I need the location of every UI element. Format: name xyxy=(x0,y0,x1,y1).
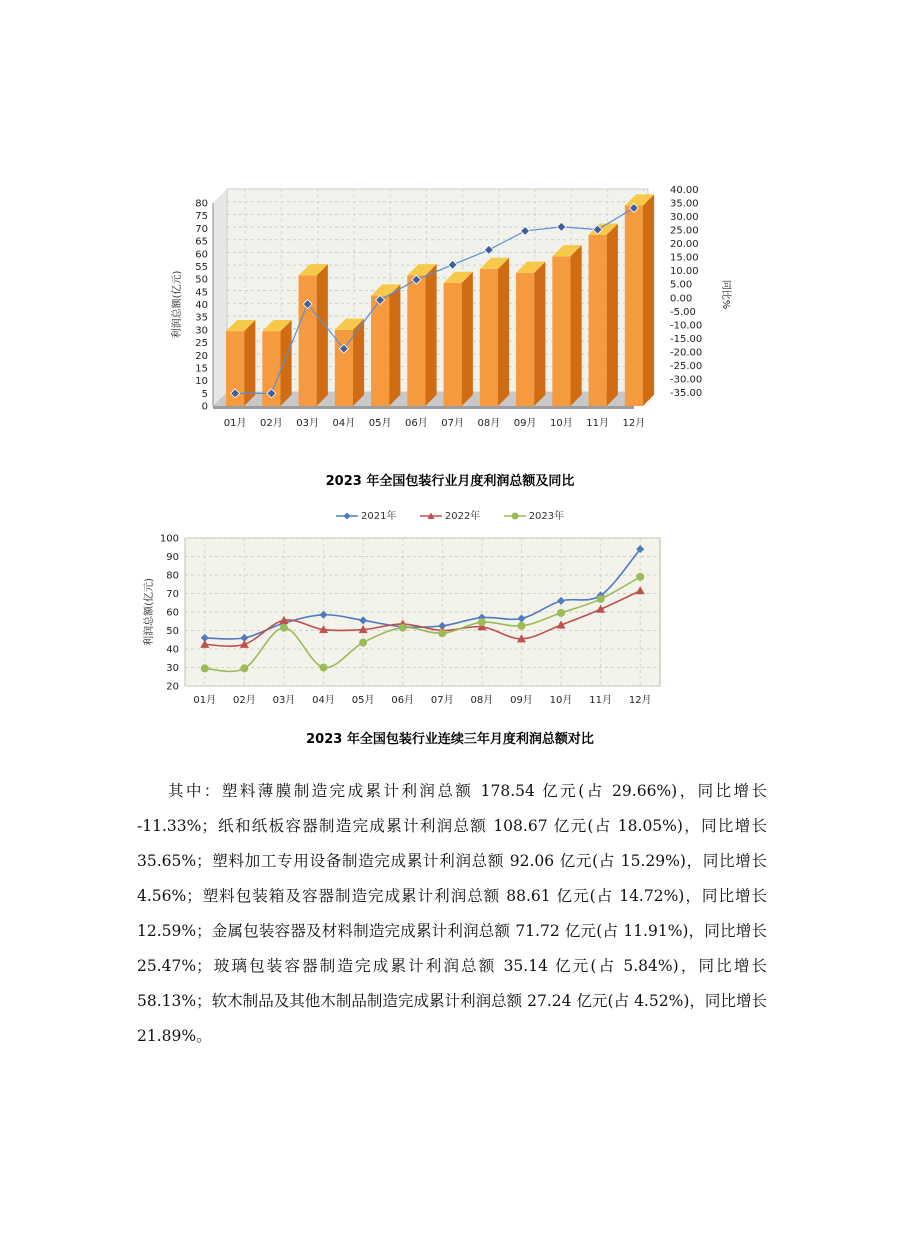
x-tick-label: 06月 xyxy=(391,695,415,706)
y-axis-title: 利润总额(亿元) xyxy=(172,270,183,339)
legend-label-2021: 2021年 xyxy=(361,511,397,522)
body-paragraph: 其中：塑料薄膜制造完成累计利润总额 178.54 亿元(占 29.66%)，同比增长 -11.33%；纸和纸板容器制造完成累计利润总额 108.67 亿元(占 18.05%)，同比增长 35.65%；塑料加工专用设备制造完成累计利润总额 92.06 亿元(占 15.29%)，同比增长 4.56%；塑料包装箱及容器制造完成累计利润总额 88.61 亿元(占 14.72%)，同比增长 12.59%；金属包装容器及材料制造完成累计利润总额 71.72 亿元(占 11.91%)，同比增长 25.47%；玻璃包装容器制造完成累计利润总额 35.14 亿元(占 5.84%)，同比增长 58.13%；软木制品及其他木制品制造完成累计利润总额 27.24 亿元(占 4.52%)，同比增长 21.89%。 xyxy=(137,782,767,1045)
chart2-caption: 2023 年全国包装行业连续三年月度利润总额对比 xyxy=(306,732,594,747)
y2-tick-label: 25.00 xyxy=(670,225,699,237)
y-tick-label: 70 xyxy=(195,223,208,235)
y-tick-label: 55 xyxy=(195,261,208,273)
y-tick-label: 80 xyxy=(195,198,208,210)
y2-tick-label: -35.00 xyxy=(670,388,703,399)
x-tick-label: 12月 xyxy=(628,695,652,706)
chart1-caption: 2023 年全国包装行业月度利润总额及同比 xyxy=(325,474,575,489)
x-tick-label: 05月 xyxy=(351,695,375,706)
legend-swatch-2023 xyxy=(504,511,526,521)
y-tick-label: 40 xyxy=(195,300,208,311)
y-tick-label: 20 xyxy=(166,681,179,693)
y2-tick-label: 35.00 xyxy=(670,198,699,210)
x-tick-label: 05月 xyxy=(368,418,392,429)
y2-tick-label: -15.00 xyxy=(670,333,703,345)
x-tick-label: 04月 xyxy=(332,418,356,429)
y2-tick-label: 10.00 xyxy=(670,266,699,278)
y-tick-label: 30 xyxy=(166,663,179,674)
legend-swatch-2022 xyxy=(420,511,442,521)
x-tick-label: 08月 xyxy=(477,418,501,429)
y-tick-label: 70 xyxy=(166,589,179,600)
x-tick-label: 12月 xyxy=(622,418,646,429)
y-tick-label: 45 xyxy=(195,287,208,299)
legend-label-2022: 2022年 xyxy=(444,511,481,522)
chart2-legend xyxy=(0,507,900,522)
y-tick-label: 5 xyxy=(201,388,208,400)
point-marker xyxy=(280,624,288,632)
x-tick-label: 02月 xyxy=(233,695,256,706)
legend-swatch-2021 xyxy=(336,511,358,521)
y2-tick-label: 20.00 xyxy=(670,239,699,251)
legend-item-2023[interactable] xyxy=(504,507,565,522)
y-tick-label: 90 xyxy=(166,552,179,563)
x-tick-label: 09月 xyxy=(510,695,533,706)
y2-tick-label: -30.00 xyxy=(670,374,703,386)
x-tick-label: 10月 xyxy=(549,695,573,706)
point-marker xyxy=(597,595,605,603)
y-tick-label: 25 xyxy=(195,338,208,350)
x-tick-label: 02月 xyxy=(260,418,283,429)
y2-tick-label: -25.00 xyxy=(670,360,703,372)
point-marker xyxy=(399,624,407,632)
y2-tick-label: -10.00 xyxy=(670,320,703,332)
y-tick-label: 50 xyxy=(195,274,208,286)
y-tick-label: 20 xyxy=(195,350,208,362)
y2-tick-label: 0.00 xyxy=(670,293,693,305)
y-axis-title: 利润总额(亿元) xyxy=(144,578,155,646)
x-tick-label: 11月 xyxy=(586,418,609,429)
legend-item-2022[interactable] xyxy=(420,507,481,522)
x-tick-label: 06月 xyxy=(405,418,428,429)
x-tick-label: 01月 xyxy=(223,418,247,429)
legend-item-2021[interactable] xyxy=(336,507,397,522)
y-tick-label: 40 xyxy=(166,644,179,656)
y-tick-label: 50 xyxy=(166,626,179,637)
y-tick-label: 10 xyxy=(195,376,208,388)
y2-axis-title: 同比% xyxy=(720,279,731,310)
y-tick-label: 30 xyxy=(195,325,208,337)
y-tick-label: 35 xyxy=(195,312,208,324)
legend-label-2023: 2023年 xyxy=(528,511,565,522)
x-tick-label: 07月 xyxy=(430,695,454,706)
y2-tick-label: 15.00 xyxy=(670,252,699,264)
x-tick-label: 04月 xyxy=(312,695,335,706)
x-tick-label: 03月 xyxy=(272,695,296,706)
x-tick-label: 08月 xyxy=(470,695,494,706)
point-marker xyxy=(517,622,525,630)
x-tick-label: 11月 xyxy=(589,695,612,706)
y2-tick-label: 40.00 xyxy=(670,185,699,196)
y-tick-label: 100 xyxy=(159,533,179,545)
y2-tick-label: 30.00 xyxy=(670,212,699,224)
y-tick-label: 75 xyxy=(195,211,208,223)
x-tick-label: 03月 xyxy=(296,418,319,429)
x-tick-label: 09月 xyxy=(513,418,537,429)
point-marker xyxy=(636,573,644,581)
point-marker xyxy=(240,664,248,672)
point-marker xyxy=(478,618,486,626)
y-tick-label: 80 xyxy=(166,570,179,582)
y-tick-label: 0 xyxy=(201,401,208,413)
point-marker xyxy=(320,664,328,672)
y-tick-label: 65 xyxy=(195,236,208,248)
y2-tick-label: 5.00 xyxy=(670,279,693,291)
y2-tick-label: -20.00 xyxy=(670,347,703,359)
point-marker xyxy=(438,629,446,637)
point-marker xyxy=(201,664,209,672)
y-tick-label: 15 xyxy=(195,363,208,375)
point-marker xyxy=(557,609,565,617)
point-marker xyxy=(359,639,367,647)
x-tick-label: 07月 xyxy=(441,418,464,429)
y-tick-label: 60 xyxy=(166,607,179,619)
x-tick-label: 01月 xyxy=(193,695,217,706)
y2-tick-label: -5.00 xyxy=(670,306,696,318)
x-tick-label: 10月 xyxy=(550,418,573,429)
y-tick-label: 60 xyxy=(195,249,208,261)
